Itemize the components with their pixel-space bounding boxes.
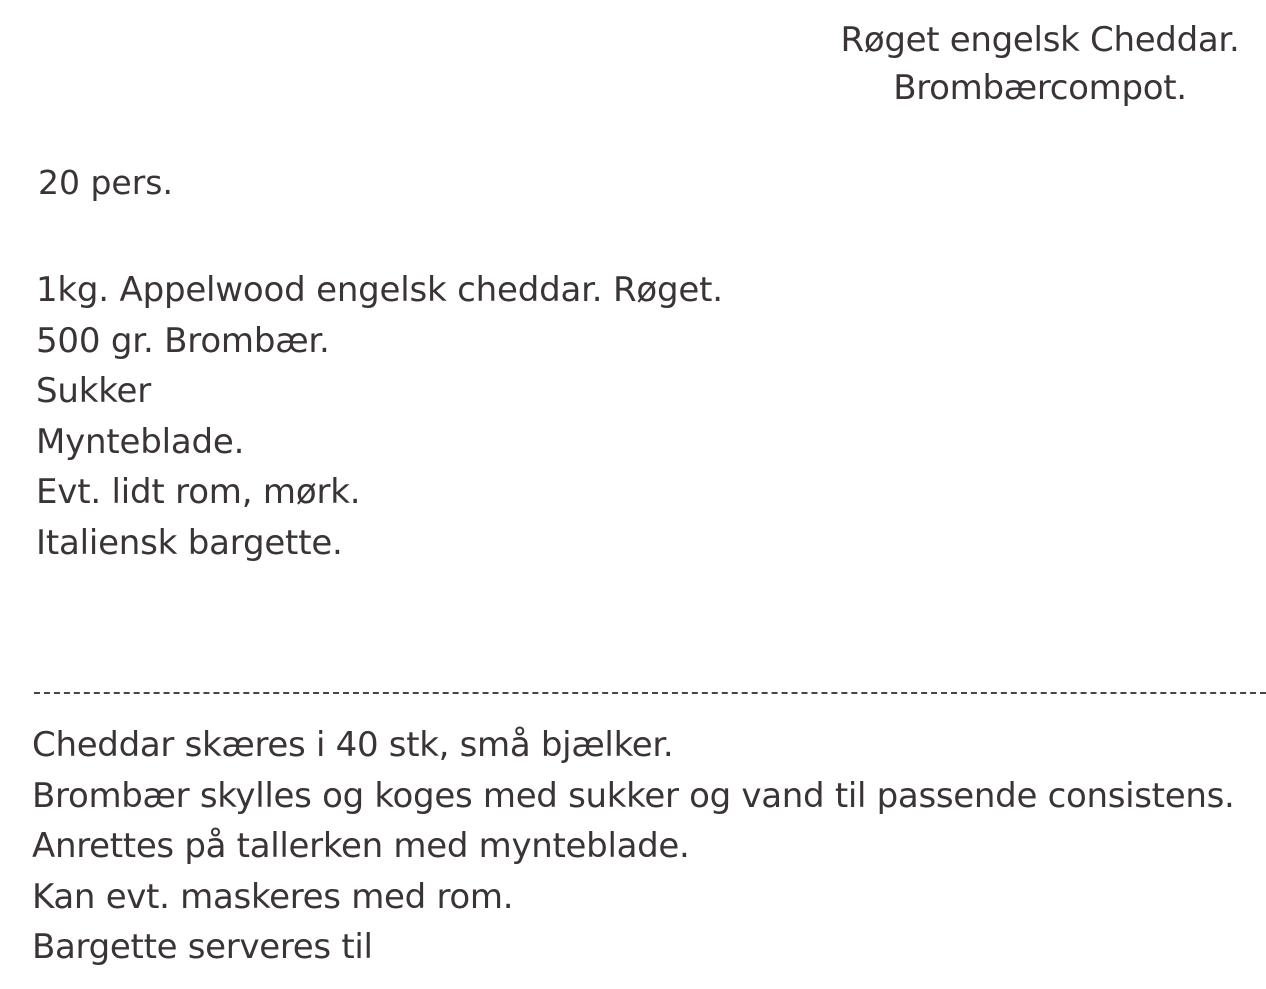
instruction-step: Bargette serveres til: [32, 927, 373, 967]
instruction-step: Kan evt. maskeres med rom.: [32, 876, 514, 917]
ingredient-item: Sukker: [36, 371, 151, 411]
instruction-step: Anrettes på tallerken med mynteblade.: [32, 826, 690, 866]
ingredient-item: 1kg. Appelwood engelsk cheddar. Røget.: [36, 270, 723, 310]
ingredient-item: Italiensk bargette.: [36, 522, 343, 563]
title-line-1: Røget engelsk Cheddar.: [840, 20, 1240, 60]
ingredient-item: 500 gr. Brombær.: [36, 320, 330, 361]
recipe-title: [780, 16, 1266, 112]
ingredient-list: [36, 265, 723, 568]
dashed-divider: [34, 692, 1266, 694]
title-line-2: Brombærcompot.: [893, 68, 1187, 108]
instruction-list: [32, 720, 1235, 973]
servings-text: 20 pers.: [38, 163, 173, 202]
instruction-step: Cheddar skæres i 40 stk, små bjælker.: [32, 725, 674, 765]
ingredient-item: Evt. lidt rom, mørk.: [36, 472, 361, 512]
ingredient-item: Mynteblade.: [36, 421, 245, 462]
instruction-step: Brombær skylles og koges med sukker og vand til passende consistens.: [32, 775, 1235, 816]
